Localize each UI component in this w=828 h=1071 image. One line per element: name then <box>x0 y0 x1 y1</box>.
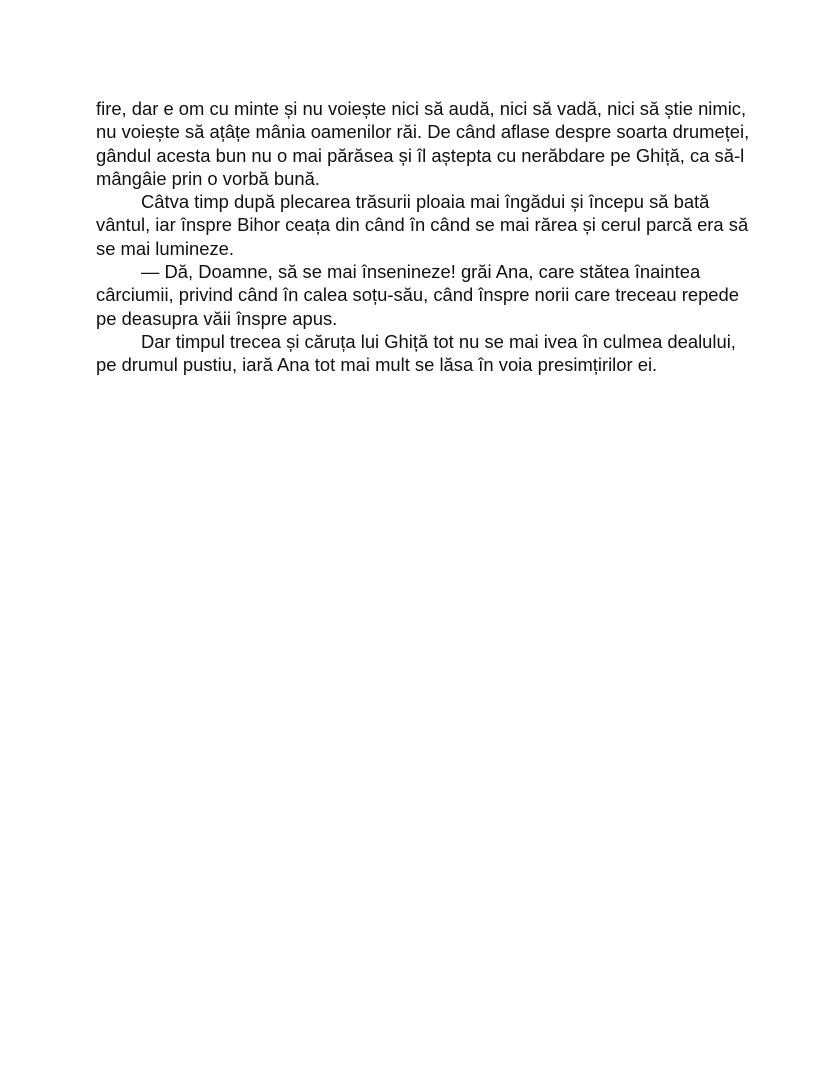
paragraph-dialogue: — Dă, Doamne, să se mai însenineze! grăi Ana, care stătea înaintea cârciumii, privind când în calea soțu-său, când înspre norii care treceau repede pe deasupra văii înspre apus. <box>96 261 739 329</box>
paragraph-continuation: fire, dar e om cu minte și nu voiește nici să audă, nici să vadă, nici să știe nimic, nu voiește să ațâțe mânia oamenilor răi. De când aflase despre soarta drumeței, gândul acesta bun nu o mai părăsea și îl aștepta cu nerăbdare pe Ghiță, ca să-l mângâie prin o vorbă bună. <box>96 98 750 189</box>
paragraph: Dar timpul trecea și căruța lui Ghiță tot nu se mai ivea în culmea dealului, pe drumul pustiu, iară Ana tot mai mult se lăsa în voia presimțirilor ei. <box>96 330 736 376</box>
document-page <box>96 97 756 377</box>
paragraph: Câtva timp după plecarea trăsurii ploaia mai îngădui și începu să bată vântul, iar înspre Bihor ceața din când în când se mai rărea și cerul parcă era să se mai lumineze. <box>96 191 749 259</box>
